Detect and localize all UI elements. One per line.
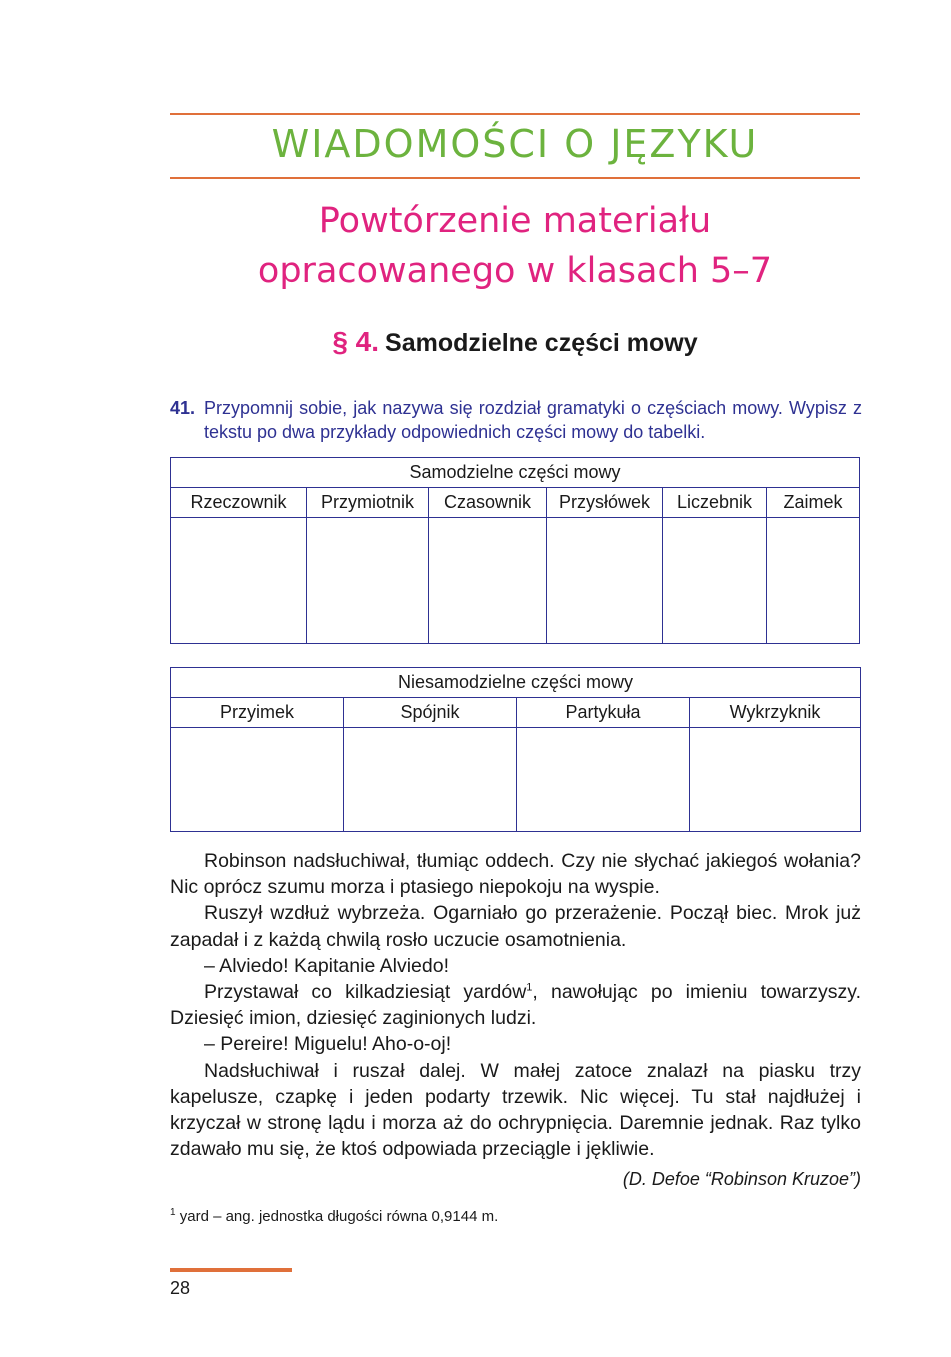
footnote-mark: 1 — [170, 1207, 176, 1218]
story-paragraph: – Alviedo! Kapitanie Alviedo! — [204, 954, 450, 977]
answer-cell-partykula[interactable] — [517, 728, 690, 832]
answer-cell-liczebnik[interactable] — [663, 518, 767, 644]
paragraph-symbol: § 4. — [332, 326, 380, 357]
answer-cell-zaimek[interactable] — [767, 518, 860, 644]
column-przyslowek: Przysłówek — [547, 488, 663, 518]
page-number-rule — [170, 1268, 292, 1272]
dependent-table-title: Niesamodzielne części mowy — [171, 668, 861, 698]
paragraph-heading — [170, 326, 860, 358]
footnote — [170, 1207, 861, 1225]
section-title: WIADOMOŚCI O JĘZYKU — [271, 122, 759, 166]
story-paragraph: – Pereire! Miguelu! Aho-o-oj! — [204, 1033, 452, 1056]
lesson-title — [170, 196, 860, 296]
answer-cell-przyimek[interactable] — [171, 728, 344, 832]
answer-cell-przymiotnik[interactable] — [307, 518, 429, 644]
story-paragraph: Robinson nadsłuchiwał, tłumiąc oddech. Czy nie słychać jakiegoś wołania? Nic oprócz szumu morza i ptasiego niepokoju na wyspie. — [170, 850, 861, 899]
answer-cell-spojnik[interactable] — [344, 728, 517, 832]
column-wykrzyknik: Wykrzyknik — [690, 698, 861, 728]
paragraph-title: Samodzielne części mowy — [385, 329, 698, 357]
exercise-number: 41. — [170, 398, 196, 418]
lesson-title-line1: Powtórzenie materiału — [318, 201, 712, 241]
page-number: 28 — [170, 1278, 191, 1298]
answer-cell-przyslowek[interactable] — [547, 518, 663, 644]
column-spojnik: Spójnik — [344, 698, 517, 728]
dependent-parts-table — [170, 667, 861, 832]
story-text-run: , nawołując po imieniu towarzyszy. Dziesięć imion, dziesięć zaginionych ludzi. — [170, 981, 862, 1030]
story-paragraph — [170, 979, 861, 1031]
story-paragraph: Ruszył wzdłuż wybrzeża. Ogarniało go przerażenie. Począł biec. Mrok już zapadał i z każdą chwilą rosło uczucie osamotnienia. — [170, 902, 861, 951]
footnote-text: yard – ang. jednostka długości równa 0,9144 m. — [175, 1208, 499, 1225]
answer-cell-rzeczownik[interactable] — [171, 518, 307, 644]
column-przymiotnik: Przymiotnik — [307, 488, 429, 518]
top-rule — [170, 113, 860, 115]
section-rule — [170, 177, 860, 179]
column-przyimek: Przyimek — [171, 698, 344, 728]
column-liczebnik: Liczebnik — [663, 488, 767, 518]
lesson-title-line2: opracowanego w klasach 5–7 — [257, 251, 773, 291]
independent-parts-table — [170, 457, 860, 644]
footnote-marker: 1 — [526, 981, 533, 994]
column-rzeczownik: Rzeczownik — [171, 488, 307, 518]
story-text — [170, 848, 861, 1162]
column-partykula: Partykuła — [517, 698, 690, 728]
answer-cell-czasownik[interactable] — [429, 518, 547, 644]
column-zaimek: Zaimek — [767, 488, 860, 518]
story-paragraph: Nadsłuchiwał i ruszał dalej. W małej zatoce znalazł na piasku trzy kapelusze, czapkę i jeden podarty trzewik. Nic więcej. Tu stał najdłużej i krzyczał w stronę lądu i morza aż do ochrypnięcia. Daremnie jednak. Raz tylko zdawało mu się, że ktoś odpowiada przeciągle i jękliwie. — [170, 1059, 861, 1161]
story-text-run: Przystawał co kilkadziesiąt yardów — [204, 981, 527, 1004]
answer-cell-wykrzyknik[interactable] — [690, 728, 861, 832]
exercise-41 — [170, 396, 862, 444]
exercise-instruction: Przypomnij sobie, jak nazywa się rozdział gramatyki o częściach mowy. Wypisz z tekstu po dwa przykłady odpowiednich części mowy do tabelki. — [204, 398, 862, 442]
independent-table-title: Samodzielne części mowy — [171, 458, 860, 488]
citation: (D. Defoe “Robinson Kruzoe”) — [622, 1169, 861, 1189]
column-czasownik: Czasownik — [429, 488, 547, 518]
